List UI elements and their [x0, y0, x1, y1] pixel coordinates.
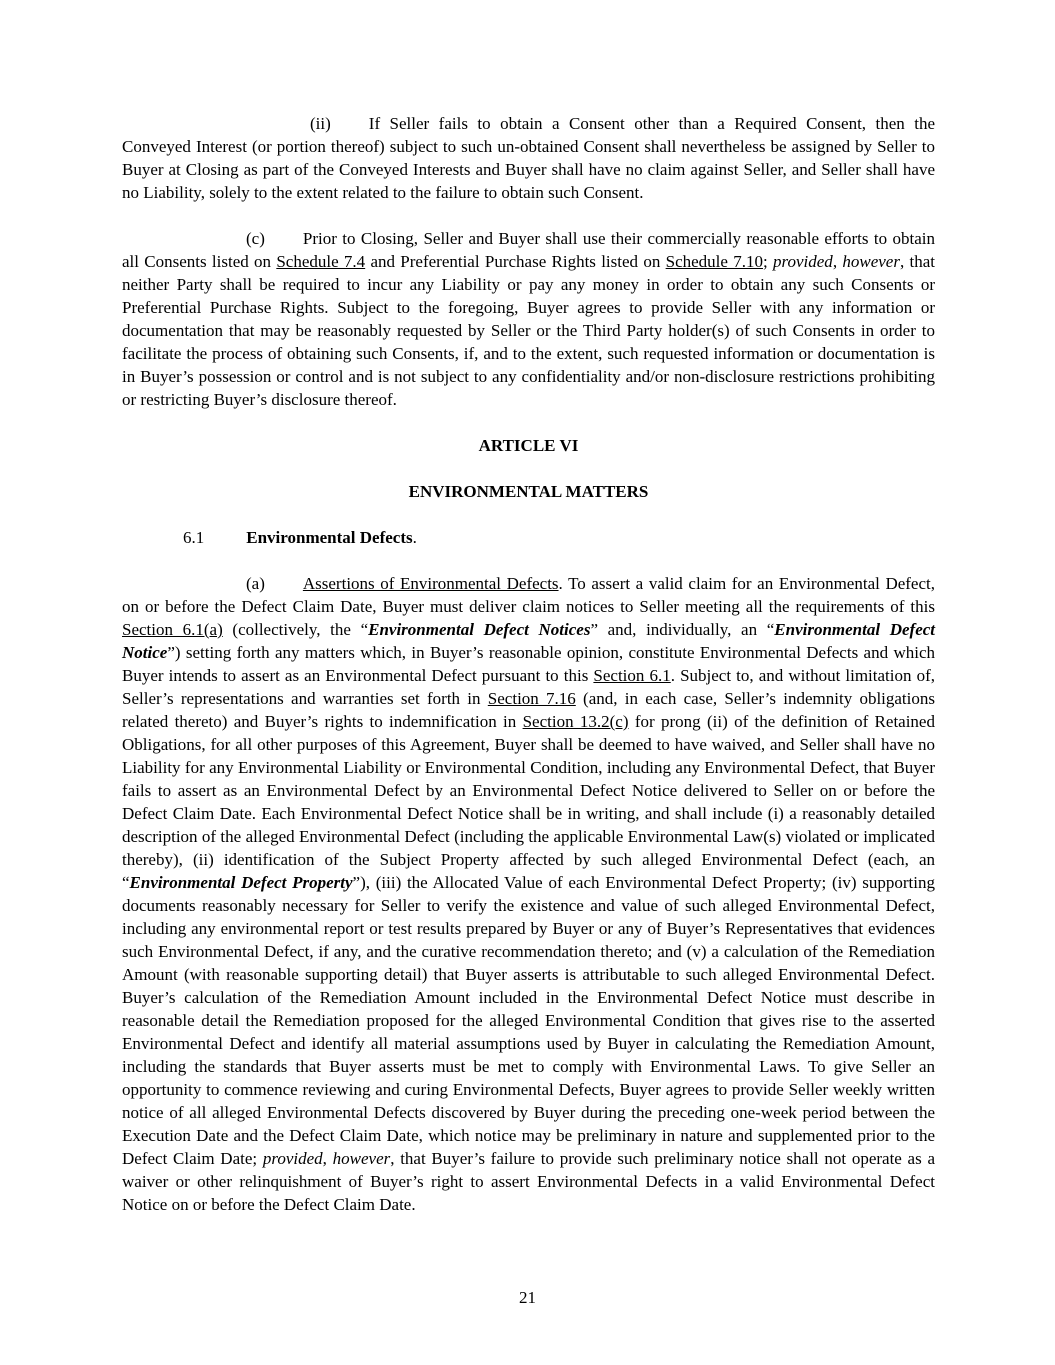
- text-run: Section 6.1: [593, 666, 671, 685]
- text-run: ”) setting forth any matters which, in Buyer’s reasonable opinion, constitute Environmental Defects and which Buyer intends to assert as an Environmental Defect pursuant to this: [122, 643, 935, 685]
- paragraph-c: [122, 227, 935, 411]
- text-run: . Subject to, and without limitation of, Seller’s representations and warranties set forth in: [122, 666, 935, 708]
- text-run: Environmental Defect Property: [129, 873, 353, 892]
- text-run: ”), (iii) the Allocated Value of each Environmental Defect Property; (iv) supporting documents reasonably necessary for Seller to verify the existence and value of such alleged Environmental Defect, including any environmental report or test results prepared by Buyer or any of Buyer’s Representatives that evidences such Environmental Defect, if any, and the curative recommendation thereto; and (v) a calculation of the Remediation Amount (with reasonable supporting detail) that Buyer asserts is attributable to such alleged Environmental Defect. Buyer’s calculation of the Remediation Amount included in the Environmental Defect Notice must describe in reasonable detail the Remediation proposed for the alleged Environmental Condition that gives rise to the asserted Environmental Defect and identify all material assumptions used by Buyer in calculating the Remediation Amount, including the standards that Buyer asserts must be met to comply with Environmental Laws. To give Seller an opportunity to commence reviewing and curing Environmental Defects, Buyer agrees to provide Seller weekly written notice of all alleged Environmental Defects discovered by Buyer during the preceding one-week period between the Execution Date and the Defect Claim Date, which notice may be preliminary in nature and supplemented prior to the Defect Claim Date;: [122, 873, 936, 1168]
- text-run: Environmental Defects: [246, 528, 413, 547]
- article-heading: ARTICLE VI: [478, 436, 579, 455]
- text-run: and Preferential Purchase Rights listed on: [365, 252, 666, 271]
- text-run: provided: [262, 1149, 323, 1168]
- text-run: If Seller fails to obtain a Consent other than a Required Consent, then the Conveyed Interest (or portion thereof) subject to such un-obtained Consent shall nevertheless be assigned by Seller to Buyer at Closing as part of the Conveyed Interests and Buyer shall have no claim against Seller, and Seller shall have no Liability, solely to the extent related to the failure to obtain such Consent.: [122, 114, 935, 202]
- text-run: however: [842, 252, 900, 271]
- text-run: Section 13.2(c): [522, 712, 629, 731]
- paragraph-a: [122, 572, 935, 1216]
- text-run: for prong (ii) of the definition of Retained Obligations, for all other purposes of this Agreement, Buyer shall be deemed to have waived, and Seller shall have no Liability for any Environmental Liability or Environmental Condition, including any Environmental Defect, that Buyer fails to assert as an Environmental Defect by an Environmental Defect Notice delivered to Seller on or before the Defect Claim Date. Each Environmental Defect Notice shall be in writing, and shall include (i) a reasonably detailed description of the alleged Environmental Defect (including the applicable Environmental Law(s) violated or implicated thereby), (ii) identification of the Subject Property affected by such alleged Environmental Defect (each, an “: [122, 712, 935, 892]
- page-number: 21: [519, 1288, 536, 1307]
- text-run: Environmental Defect Notices: [368, 620, 591, 639]
- text-run: Section 6.1(a): [122, 620, 223, 639]
- text-run: ,: [832, 252, 843, 271]
- text-run: .: [412, 528, 417, 547]
- article-title-heading: ENVIRONMENTAL MATTERS: [408, 482, 649, 501]
- section-6-1-heading: [183, 526, 935, 549]
- paragraph-ii: [122, 112, 935, 204]
- text-run: , that neither Party shall be required to incur any Liability or pay any money in order to obtain any such Consents or Preferential Purchase Rights. Subject to the foregoing, Buyer agrees to provide Seller with any information or documentation that may be reasonably requested by Seller or the Third Party holder(s) of such Consents in order to facilitate the process of obtaining such Consents, if, and to the extent, such requested information or documentation is in Buyer’s possession or control and is not subject to any confidentiality and/or non-disclosure restrictions prohibiting or restricting Buyer’s disclosure thereof.: [122, 252, 935, 409]
- text-run: , that Buyer’s failure to provide such preliminary notice shall not operate as a waiver or other relinquishment of Buyer’s right to assert Environmental Defects in a valid Environmental Defect Notice on or before the Defect Claim Date.: [122, 1149, 935, 1214]
- text-run: (c): [246, 229, 265, 248]
- text-run: Schedule 7.4: [276, 252, 366, 271]
- text-run: provided: [773, 252, 833, 271]
- text-run: ;: [762, 252, 773, 271]
- text-run: (a): [246, 574, 265, 593]
- text-run: (and, in each case, Seller’s indemnity obligations related thereto) and Buyer’s rights to indemnification in: [122, 689, 935, 731]
- text-run: Prior to Closing, Seller and Buyer shall use their commercially reasonable efforts to obtain all Consents listed on: [122, 229, 935, 271]
- text-run: ” and, individually, an “: [590, 620, 775, 639]
- text-run: (ii): [310, 114, 331, 133]
- text-run: however: [332, 1149, 391, 1168]
- text-run: Schedule 7.10: [665, 252, 763, 271]
- text-run: Section 7.16: [487, 689, 576, 708]
- text-run: . To assert a valid claim for an Environmental Defect, on or before the Defect Claim Date, Buyer must deliver claim notices to Seller meeting all the requirements of this: [122, 574, 935, 616]
- text-run: (collectively, the “: [222, 620, 369, 639]
- text-run: Assertions of Environmental Defects: [302, 574, 559, 593]
- text-run: 6.1: [183, 528, 205, 547]
- text-run: ,: [322, 1149, 333, 1168]
- text-run: Environmental Defect Notice: [122, 620, 936, 662]
